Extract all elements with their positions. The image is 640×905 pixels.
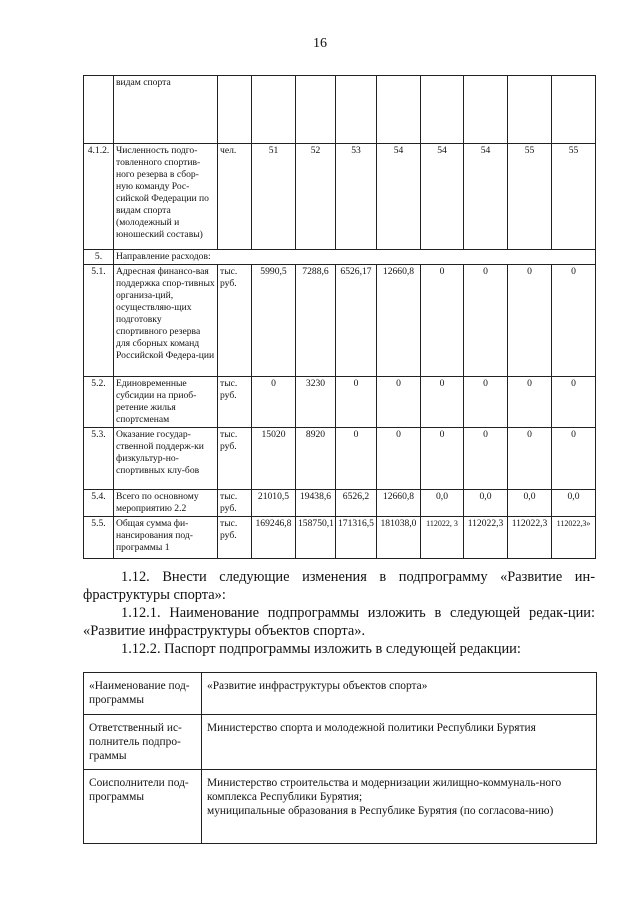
value-cell: 169246,8 <box>252 517 296 559</box>
value-cell: 55 <box>508 144 552 250</box>
value-cell: 0,0 <box>508 490 552 517</box>
passport-label: «Наименование под-программы <box>84 673 202 715</box>
value-cell: 171316,5 <box>336 517 377 559</box>
value-cell: 0 <box>552 377 596 428</box>
passport-value-line: Министерство строительства и модернизации жилищно-коммуналь-ного комплекса Республики Бурятия; <box>207 777 562 803</box>
unit-cell: тыс. руб. <box>218 377 252 428</box>
value-cell: 112022,3 <box>464 517 508 559</box>
value-cell: 112022,3» <box>552 517 596 559</box>
value-cell: 0 <box>552 428 596 490</box>
indicator-name: Общая сумма фи-нансирования под-программы 1 <box>114 517 218 559</box>
value-cell: 5990,5 <box>252 265 296 377</box>
value-cell <box>296 76 336 144</box>
unit-cell: тыс. руб. <box>218 517 252 559</box>
passport-row <box>84 715 597 770</box>
value-cell: 0,0 <box>421 490 464 517</box>
value-cell: 55 <box>552 144 596 250</box>
page-number: 16 <box>313 36 327 51</box>
value-cell: 0 <box>464 265 508 377</box>
passport-label: Соисполнители под-программы <box>84 770 202 844</box>
unit-cell: тыс. руб. <box>218 490 252 517</box>
value-cell: 181038,0 <box>377 517 421 559</box>
value-cell: 6526,17 <box>336 265 377 377</box>
table-row <box>84 428 596 490</box>
row-code: 5.4. <box>84 490 114 517</box>
paragraph-1-12-2: 1.12.2. Паспорт подпрограммы изложить в следующей редакции: <box>121 641 521 657</box>
table-row <box>84 517 596 559</box>
value-cell: 6526,2 <box>336 490 377 517</box>
unit-cell: тыс. руб. <box>218 265 252 377</box>
value-cell: 51 <box>252 144 296 250</box>
value-cell <box>252 76 296 144</box>
passport-label: Ответственный ис-полнитель подпро-граммы <box>84 715 202 770</box>
paragraph-1-12-1: 1.12.1. Наименование подпрограммы изложить в следующей редак-ции: «Развитие инфраструктуры объектов спорта». <box>83 605 595 639</box>
value-cell: 0 <box>377 428 421 490</box>
value-cell <box>377 76 421 144</box>
value-cell: 0 <box>421 377 464 428</box>
value-cell: 0 <box>464 377 508 428</box>
indicator-name: Оказание государ-ственной поддерж-ки физкультур-но-спортивных клу-бов <box>114 428 218 490</box>
value-cell: 52 <box>296 144 336 250</box>
passport-row <box>84 673 597 715</box>
indicator-name: видам спорта <box>114 76 218 144</box>
value-cell: 0,0 <box>552 490 596 517</box>
value-cell: 54 <box>464 144 508 250</box>
value-cell: 0 <box>508 377 552 428</box>
indicator-name: Единовременные субсидии на приоб-ретение жилья спортсменам <box>114 377 218 428</box>
row-code: 5.2. <box>84 377 114 428</box>
passport-value: Министерство спорта и молодежной политики Республики Бурятия <box>202 715 597 770</box>
value-cell: 15020 <box>252 428 296 490</box>
section-heading: Направление расходов: <box>114 250 596 265</box>
passport-table <box>83 672 597 844</box>
value-cell: 0 <box>421 428 464 490</box>
passport-value: «Развитие инфраструктуры объектов спорта» <box>202 673 597 715</box>
passport-value <box>202 770 597 844</box>
row-code: 4.1.2. <box>84 144 114 250</box>
value-cell: 53 <box>336 144 377 250</box>
value-cell <box>508 76 552 144</box>
value-cell: 0 <box>508 428 552 490</box>
row-code: 5. <box>84 250 114 265</box>
indicator-name: Адресная финансо-вая поддержка спор-тивных организа-ций, осуществляю-щих подготовку спортивного резерва для сборных команд Российской Федера-ции <box>114 265 218 377</box>
value-cell: 0 <box>252 377 296 428</box>
value-cell <box>464 76 508 144</box>
value-cell: 0 <box>336 428 377 490</box>
value-cell: 0 <box>421 265 464 377</box>
unit-cell: тыс. руб. <box>218 428 252 490</box>
passport-row <box>84 770 597 844</box>
indicator-name: Численность подго-товленного спортив-ного резерва в сбор-ную команду Рос-сийской Федерации по видам спорта (молодежный и юношеский составы) <box>114 144 218 250</box>
value-cell: 54 <box>421 144 464 250</box>
value-cell: 0 <box>336 377 377 428</box>
table-row <box>84 144 596 250</box>
value-cell: 158750,1 <box>296 517 336 559</box>
unit-cell: чел. <box>218 144 252 250</box>
value-cell: 0 <box>508 265 552 377</box>
value-cell <box>421 76 464 144</box>
unit-cell <box>218 76 252 144</box>
indicator-name: Всего по основному мероприятию 2.2 <box>114 490 218 517</box>
indicators-table <box>83 75 596 559</box>
value-cell: 19438,6 <box>296 490 336 517</box>
value-cell <box>552 76 596 144</box>
value-cell: 0 <box>377 377 421 428</box>
table-row <box>84 377 596 428</box>
value-cell <box>336 76 377 144</box>
table-row <box>84 490 596 517</box>
value-cell: 12660,8 <box>377 265 421 377</box>
value-cell: 3230 <box>296 377 336 428</box>
value-cell: 0 <box>552 265 596 377</box>
passport-value-line: муниципальные образования в Республике Бурятия (по согласова-нию) <box>207 805 554 817</box>
table-row <box>84 250 596 265</box>
paragraph-1-12: 1.12. Внести следующие изменения в подпрограмму «Развитие ин-фраструктуры спорта»: <box>83 569 595 603</box>
value-cell: 12660,8 <box>377 490 421 517</box>
row-code <box>84 76 114 144</box>
value-cell: 0 <box>464 428 508 490</box>
value-cell: 112022,3 <box>508 517 552 559</box>
value-cell: 0,0 <box>464 490 508 517</box>
value-cell: 7288,6 <box>296 265 336 377</box>
value-cell: 8920 <box>296 428 336 490</box>
value-cell: 21010,5 <box>252 490 296 517</box>
row-code: 5.3. <box>84 428 114 490</box>
table-row <box>84 265 596 377</box>
row-code: 5.1. <box>84 265 114 377</box>
table-row <box>84 76 596 144</box>
value-cell: 112022, 3 <box>421 517 464 559</box>
value-cell: 54 <box>377 144 421 250</box>
row-code: 5.5. <box>84 517 114 559</box>
